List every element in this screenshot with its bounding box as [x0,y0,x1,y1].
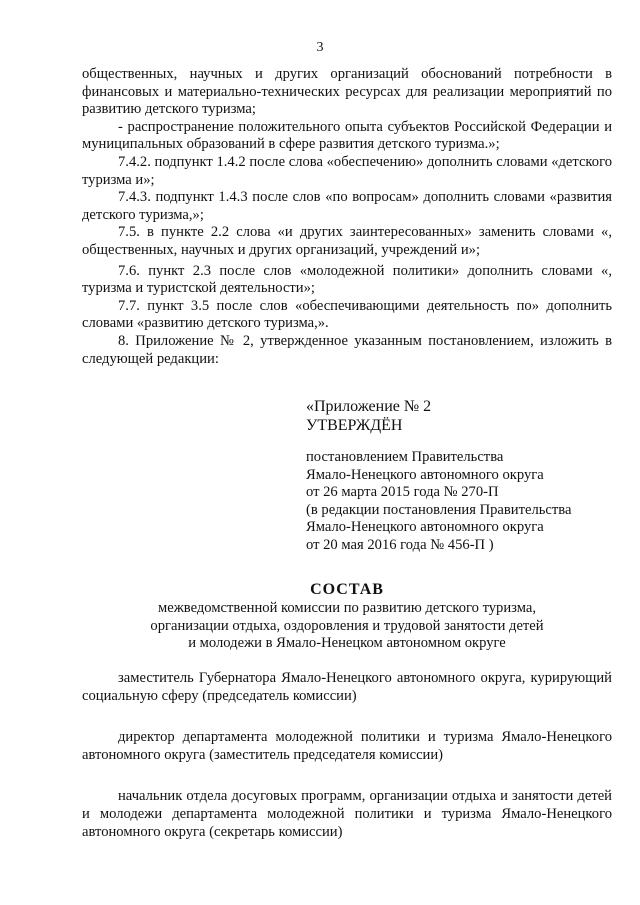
composition-title: СОСТАВ [310,581,384,598]
composition-subtitle-line: и молодежи в Ямало-Ненецком автономном округе [188,635,506,652]
paragraph: 7.5. в пункте 2.2 слова «и других заинтересованных» заменить словами «, общественных, научных и других организаций, учреждений и»; [82,224,612,258]
paragraph: 8. Приложение № 2, утвержденное указанным постановлением, изложить в следующей редакции: [82,332,612,367]
paragraph: - распространение положительного опыта субъектов Российской Федерации и муниципальных образований в сфере развития детского туризма.»; [82,118,612,153]
approval-line: (в редакции постановления Правительства [306,501,572,518]
approval-line: от 26 марта 2015 года № 270-П [306,484,499,500]
paragraph: 7.7. пункт 3.5 после слов «обеспечивающими деятельность по» дополнить словами «развитию детского туризма,». [82,297,612,332]
composition-subtitle-line: организации отдыха, оздоровления и трудовой занятости детей [150,617,544,634]
member-list [82,670,612,865]
spacer [306,435,616,449]
composition-subtitle-line: межведомственной комиссии по развитию детского туризма, [157,600,536,616]
page-number: 3 [316,40,324,55]
approval-line: Ямало-Ненецкого автономного округа [306,519,544,535]
paragraph: 7.4.2. подпункт 1.4.2 после слова «обеспечению» дополнить словами «детского туризма и»; [82,153,612,188]
approval-line: Ямало-Ненецкого автономного округа [306,466,544,483]
paragraph: 7.4.3. подпункт 1.4.3 после слов «по вопросам» дополнить словами «развития детского туризма,»; [82,189,612,223]
member-entry: начальник отдела досуговых программ, организации отдыха и занятости детей и молодежи департамента молодежной политики и туризма Ямало-Ненецкого автономного округа (секретарь комиссии) [82,788,612,840]
appendix-approval-block [306,397,616,554]
paragraph-continuation: общественных, научных и других организаций обоснований потребности в финансовых и материально-технических ресурсах для реализации мероприятий по развитию детского туризма; [82,66,612,118]
body-text [82,66,612,368]
approval-line: от 20 мая 2016 года № 456-П ) [306,536,494,553]
paragraph: 7.6. пункт 2.3 после слов «молодежной политики» дополнить словами «, туризма и туристской деятельности»; [82,262,612,297]
member-entry: заместитель Губернатора Ямало-Ненецкого автономного округа, курирующий социальную сферу (председатель комиссии) [82,670,612,704]
approved-label: УТВЕРЖДЁН [306,417,403,434]
member-entry: директор департамента молодежной политики и туризма Ямало-Ненецкого автономного округа (заместитель председателя комиссии) [82,729,612,763]
appendix-title: «Приложение № 2 [306,398,432,415]
composition-heading [82,580,612,653]
approval-line: постановлением Правительства [306,449,504,465]
